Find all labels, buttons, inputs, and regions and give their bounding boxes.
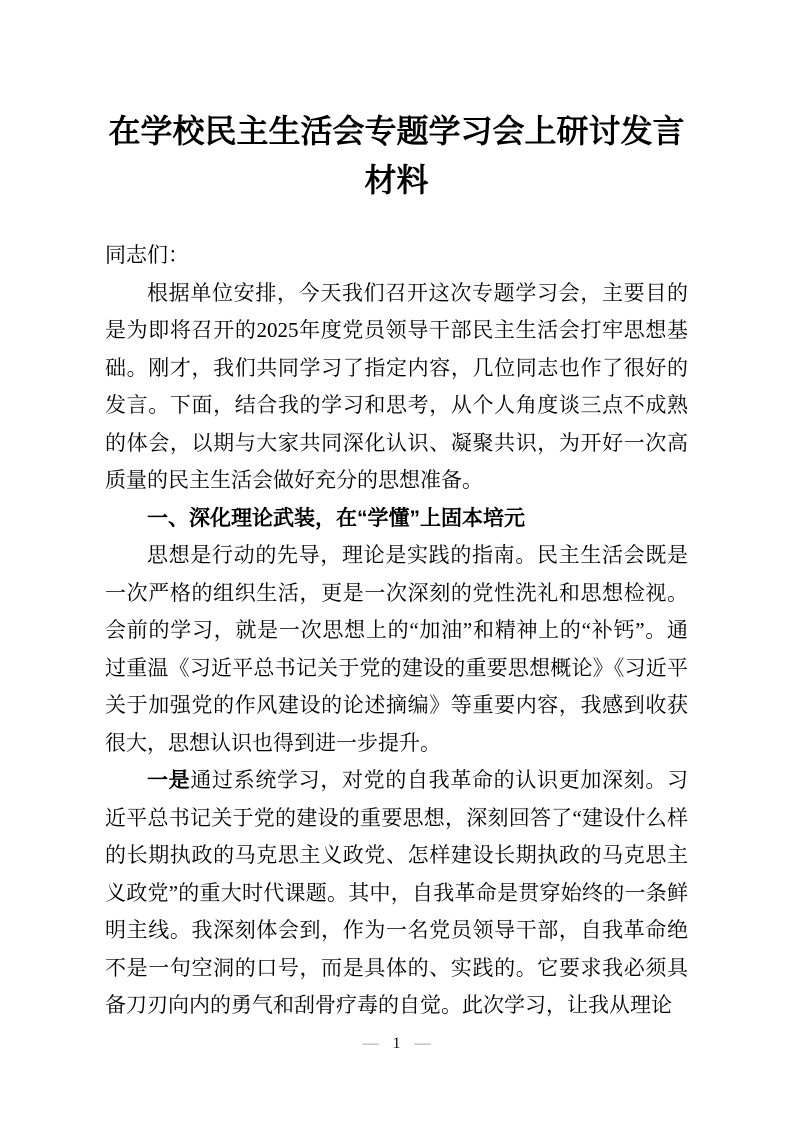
footer-dash-left: — <box>362 1035 379 1052</box>
point-1-lead: 一是 <box>147 768 191 792</box>
document-body <box>105 237 688 1025</box>
point-1-text: 通过系统学习，对党的自我革命的认识更加深刻。习近平总书记关于党的建设的重要思想，深刻回答了“建设什么样的长期执政的马克思主义政党、怎样建设长期执政的马克思主义政党”的重大时代课题。其中，自我革命是贯穿始终的一条鲜明主线。我深刻体会到，作为一名党员领导干部，自我革命绝不是一句空洞的口号，而是具体的、实践的。它要求我必须具备刀刃向内的勇气和刮骨疗毒的自觉。此次学习，让我从理论 <box>105 768 689 1017</box>
footer-dash-right: — <box>414 1035 431 1052</box>
page-number: 1 <box>392 1035 401 1052</box>
salutation: 同志们： <box>105 243 189 267</box>
document-title: 在学校民主生活会专题学习会上研讨发言材料 <box>108 113 685 198</box>
paragraph-section1-intro: 思想是行动的先导，理论是实践的指南。民主生活会既是一次严格的组织生活，更是一次深刻的党性洗礼和思想检视。会前的学习，就是一次思想上的“加油”和精神上的“补钙”。通过重温《习近平总书记关于党的建设的重要思想概论》《习近平关于加强党的作风建设的论述摘编》等重要内容，我感到收获很大，思想认识也得到进一步提升。 <box>105 543 688 755</box>
paragraph-opening: 根据单位安排，今天我们召开这次专题学习会，主要目的是为即将召开的2025年度党员领导干部民主生活会打牢思想基础。刚才，我们共同学习了指定内容，几位同志也作了很好的发言。下面，结合我的学习和思考，从个人角度谈三点不成熟的体会，以期与大家共同深化认识、凝聚共识，为开好一次高质量的民主生活会做好充分的思想准备。 <box>105 280 688 492</box>
section-heading-1: 一、深化理论武装，在“学懂”上固本培元 <box>147 506 525 530</box>
paragraph-point-1 <box>105 762 688 1025</box>
page-footer <box>0 1033 793 1055</box>
